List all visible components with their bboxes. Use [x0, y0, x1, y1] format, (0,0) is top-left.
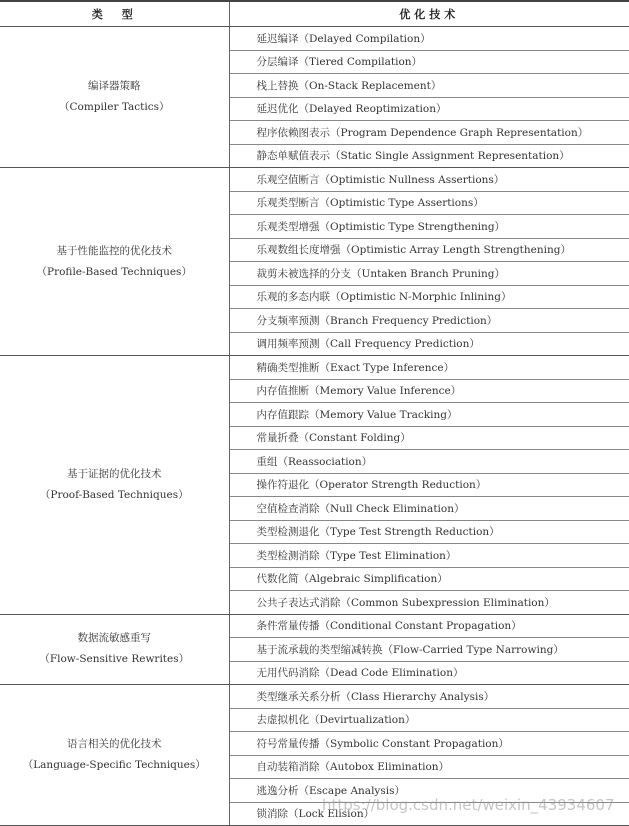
- technique-cell: 重组（Reassociation）: [229, 450, 629, 474]
- technique-cell: 内存值跟踪（Memory Value Tracking）: [229, 403, 629, 427]
- technique-cell: 栈上替换（On-Stack Replacement）: [229, 74, 629, 98]
- category-zh: 语言相关的优化技术: [67, 738, 162, 750]
- category-en: （Proof-Based Techniques）: [39, 488, 189, 501]
- header-type: 类 型: [0, 1, 229, 27]
- technique-cell: 锁消除（Lock Elision）: [229, 802, 629, 826]
- technique-cell: 延迟优化（Delayed Reoptimization）: [229, 97, 629, 121]
- technique-cell: 类型继承关系分析（Class Hierarchy Analysis）: [229, 685, 629, 709]
- technique-cell: 调用频率预测（Call Frequency Prediction）: [229, 332, 629, 356]
- category-en: （Flow-Sensitive Rewrites）: [39, 653, 190, 666]
- technique-cell: 裁剪未被选择的分支（Untaken Branch Pruning）: [229, 262, 629, 286]
- watermark: https://blog.csdn.net/weixin_43934607: [322, 796, 615, 814]
- category-cell: [0, 356, 229, 615]
- technique-cell: 精确类型推断（Exact Type Inference）: [229, 356, 629, 380]
- technique-cell: 乐观空值断言（Optimistic Nullness Assertions）: [229, 168, 629, 192]
- technique-cell: 基于流承载的类型缩减转换（Flow-Carried Type Narrowing）: [229, 638, 629, 662]
- technique-cell: 去虚拟机化（Devirtualization）: [229, 708, 629, 732]
- category-zh: 编译器策略: [88, 80, 141, 92]
- table-row: [0, 685, 629, 709]
- technique-cell: 程序依赖图表示（Program Dependence Graph Representation）: [229, 121, 629, 145]
- technique-cell: 乐观的多态内联（Optimistic N-Morphic Inlining）: [229, 285, 629, 309]
- technique-cell: 条件常量传播（Conditional Constant Propagation）: [229, 614, 629, 638]
- technique-cell: 内存值推断（Memory Value Inference）: [229, 379, 629, 403]
- technique-cell: 自动装箱消除（Autobox Elimination）: [229, 755, 629, 779]
- technique-cell: 空值检查消除（Null Check Elimination）: [229, 497, 629, 521]
- technique-cell: 乐观类型增强（Optimistic Type Strengthening）: [229, 215, 629, 239]
- technique-cell: 类型检测消除（Type Test Elimination）: [229, 544, 629, 568]
- technique-cell: 逃逸分析（Escape Analysis）: [229, 779, 629, 803]
- technique-cell: 公共子表达式消除（Common Subexpression Elimination）: [229, 591, 629, 615]
- technique-cell: 乐观数组长度增强（Optimistic Array Length Strengthening）: [229, 238, 629, 262]
- category-zh: 数据流敏感重写: [77, 632, 151, 645]
- technique-cell: 代数化简（Algebraic Simplification）: [229, 567, 629, 591]
- table-row: [0, 614, 629, 638]
- technique-cell: 分层编译（Tiered Compilation）: [229, 50, 629, 74]
- technique-cell: 分支频率预测（Branch Frequency Prediction）: [229, 309, 629, 333]
- technique-cell: 延迟编译（Delayed Compilation）: [229, 27, 629, 51]
- technique-cell: 乐观类型断言（Optimistic Type Assertions）: [229, 191, 629, 215]
- category-cell: [0, 614, 229, 685]
- technique-cell: 类型检测退化（Type Test Strength Reduction）: [229, 520, 629, 544]
- header-technique: 优化技术: [229, 1, 629, 27]
- table-row: [0, 356, 629, 380]
- technique-cell: 操作符退化（Operator Strength Reduction）: [229, 473, 629, 497]
- header-row: [0, 1, 629, 27]
- category-en: （Profile-Based Techniques）: [36, 265, 192, 278]
- category-en: （Compiler Tactics）: [59, 101, 170, 113]
- technique-cell: 符号常量传播（Symbolic Constant Propagation）: [229, 732, 629, 756]
- category-cell: [0, 168, 229, 356]
- category-cell: [0, 685, 229, 826]
- category-en: （Language-Specific Techniques）: [22, 759, 206, 771]
- technique-cell: 无用代码消除（Dead Code Elimination）: [229, 661, 629, 685]
- category-zh: 基于证据的优化技术: [67, 467, 162, 480]
- table-row: [0, 27, 629, 51]
- category-cell: [0, 27, 229, 168]
- category-zh: 基于性能监控的优化技术: [56, 244, 172, 257]
- technique-cell: 常量折叠（Constant Folding）: [229, 426, 629, 450]
- table-row: [0, 168, 629, 192]
- technique-cell: 静态单赋值表示（Static Single Assignment Representation）: [229, 144, 629, 168]
